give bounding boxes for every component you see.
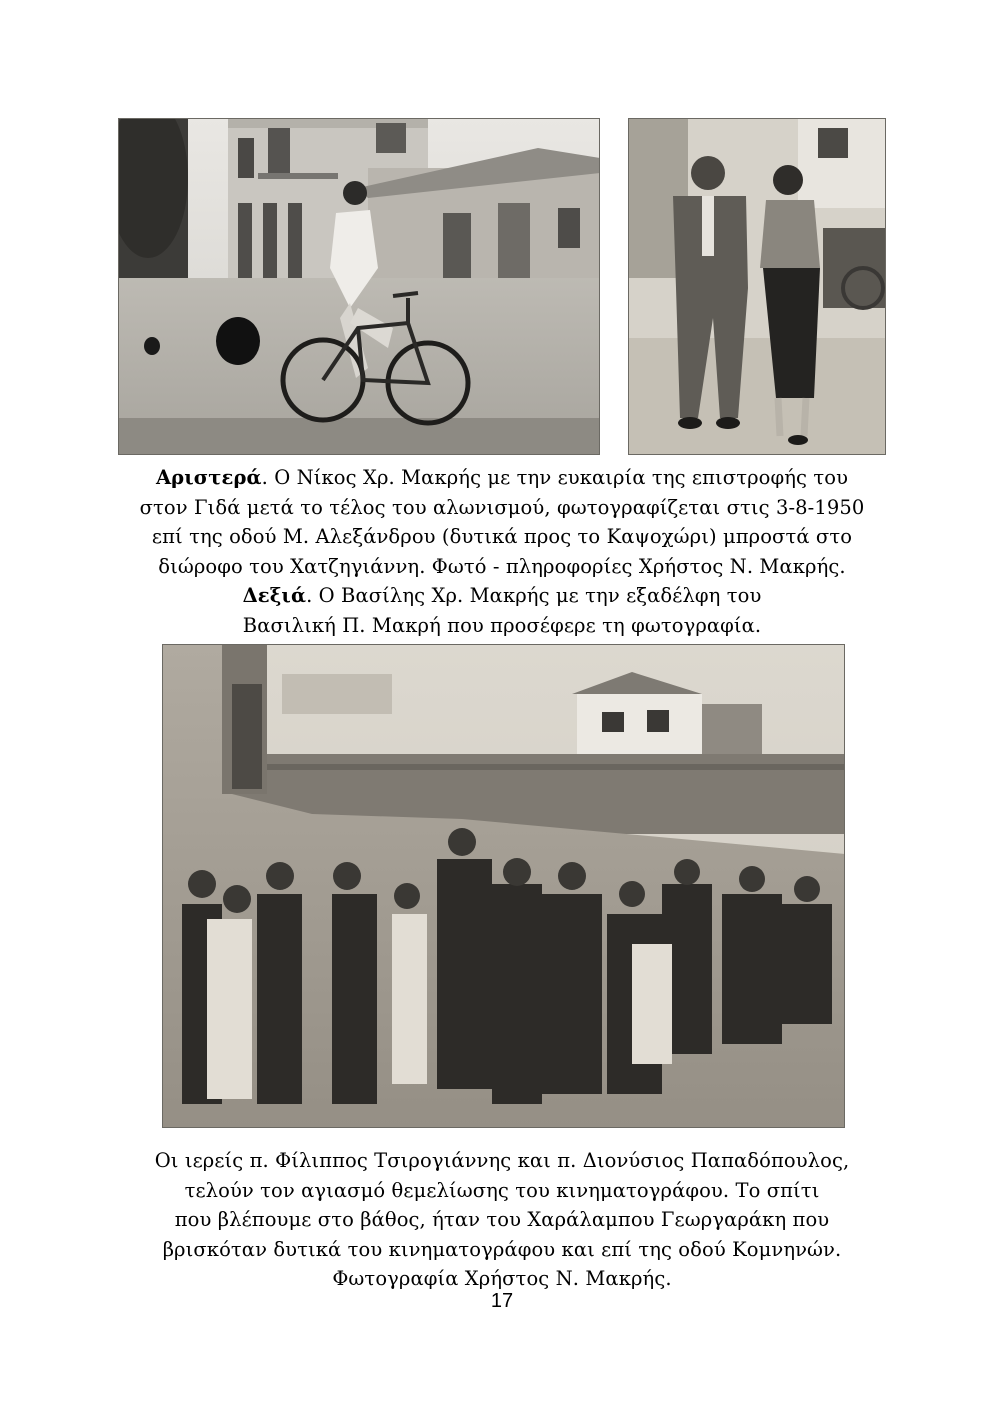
caption-bottom-line-4: βρισκόταν δυτικά του κινηματογράφου και επί της οδού Κομνηνών. [162,1237,842,1261]
photo-man-on-bicycle [118,118,600,455]
caption-top-line-3: επί της οδού Μ. Αλεξάνδρου (δυτικά προς το Καψοχώρι) μπροστά στο [151,525,853,548]
caption-bottom-line-3: που βλέπουμε στο βάθος, ήταν του Χαράλαμπου Γεωργαράκη που [174,1208,830,1231]
caption-top-line-6: Βασιλική Π. Μακρή που προσέφερε τη φωτογραφία. [242,613,762,637]
caption-top-lead-left: Αριστερά [155,466,262,489]
caption-top [100,463,904,640]
caption-bottom-line-2: τελούν τον αγιασμό θεμελίωσης του κινηματογράφου. Το σπίτι [184,1178,820,1202]
caption-bottom-line-5: Φωτογραφία Χρήστος Ν. Μακρής. [332,1267,672,1290]
caption-top-line-2: στον Γιδά μετά το τέλος του αλωνισμού, φωτογραφίζεται στις 3-8-1950 [139,495,865,519]
page-number: 17 [490,1290,514,1312]
caption-top-line-4: διώροφο του Χατζηγιάννη. Φωτό - πληροφορίες Χρήστος Ν. Μακρής. [158,554,846,578]
photo-foundation-blessing [162,644,845,1128]
caption-top-lead-right: Δεξιά [242,584,307,607]
caption-top-line-5: Δεξιά. Ο Βασίλης Χρ. Μακρής με την εξαδέλφη του [242,584,762,607]
caption-bottom [100,1146,904,1294]
caption-bottom-line-1: Οι ιερείς π. Φίλιππος Τσιρογιάννης και π. Διονύσιος Παπαδόπουλος, [154,1149,850,1172]
photo-couple-walking [628,118,886,455]
caption-top-line-1: Αριστερά. Ο Νίκος Χρ. Μακρής με την ευκαιρία της επιστροφής του [155,466,849,489]
